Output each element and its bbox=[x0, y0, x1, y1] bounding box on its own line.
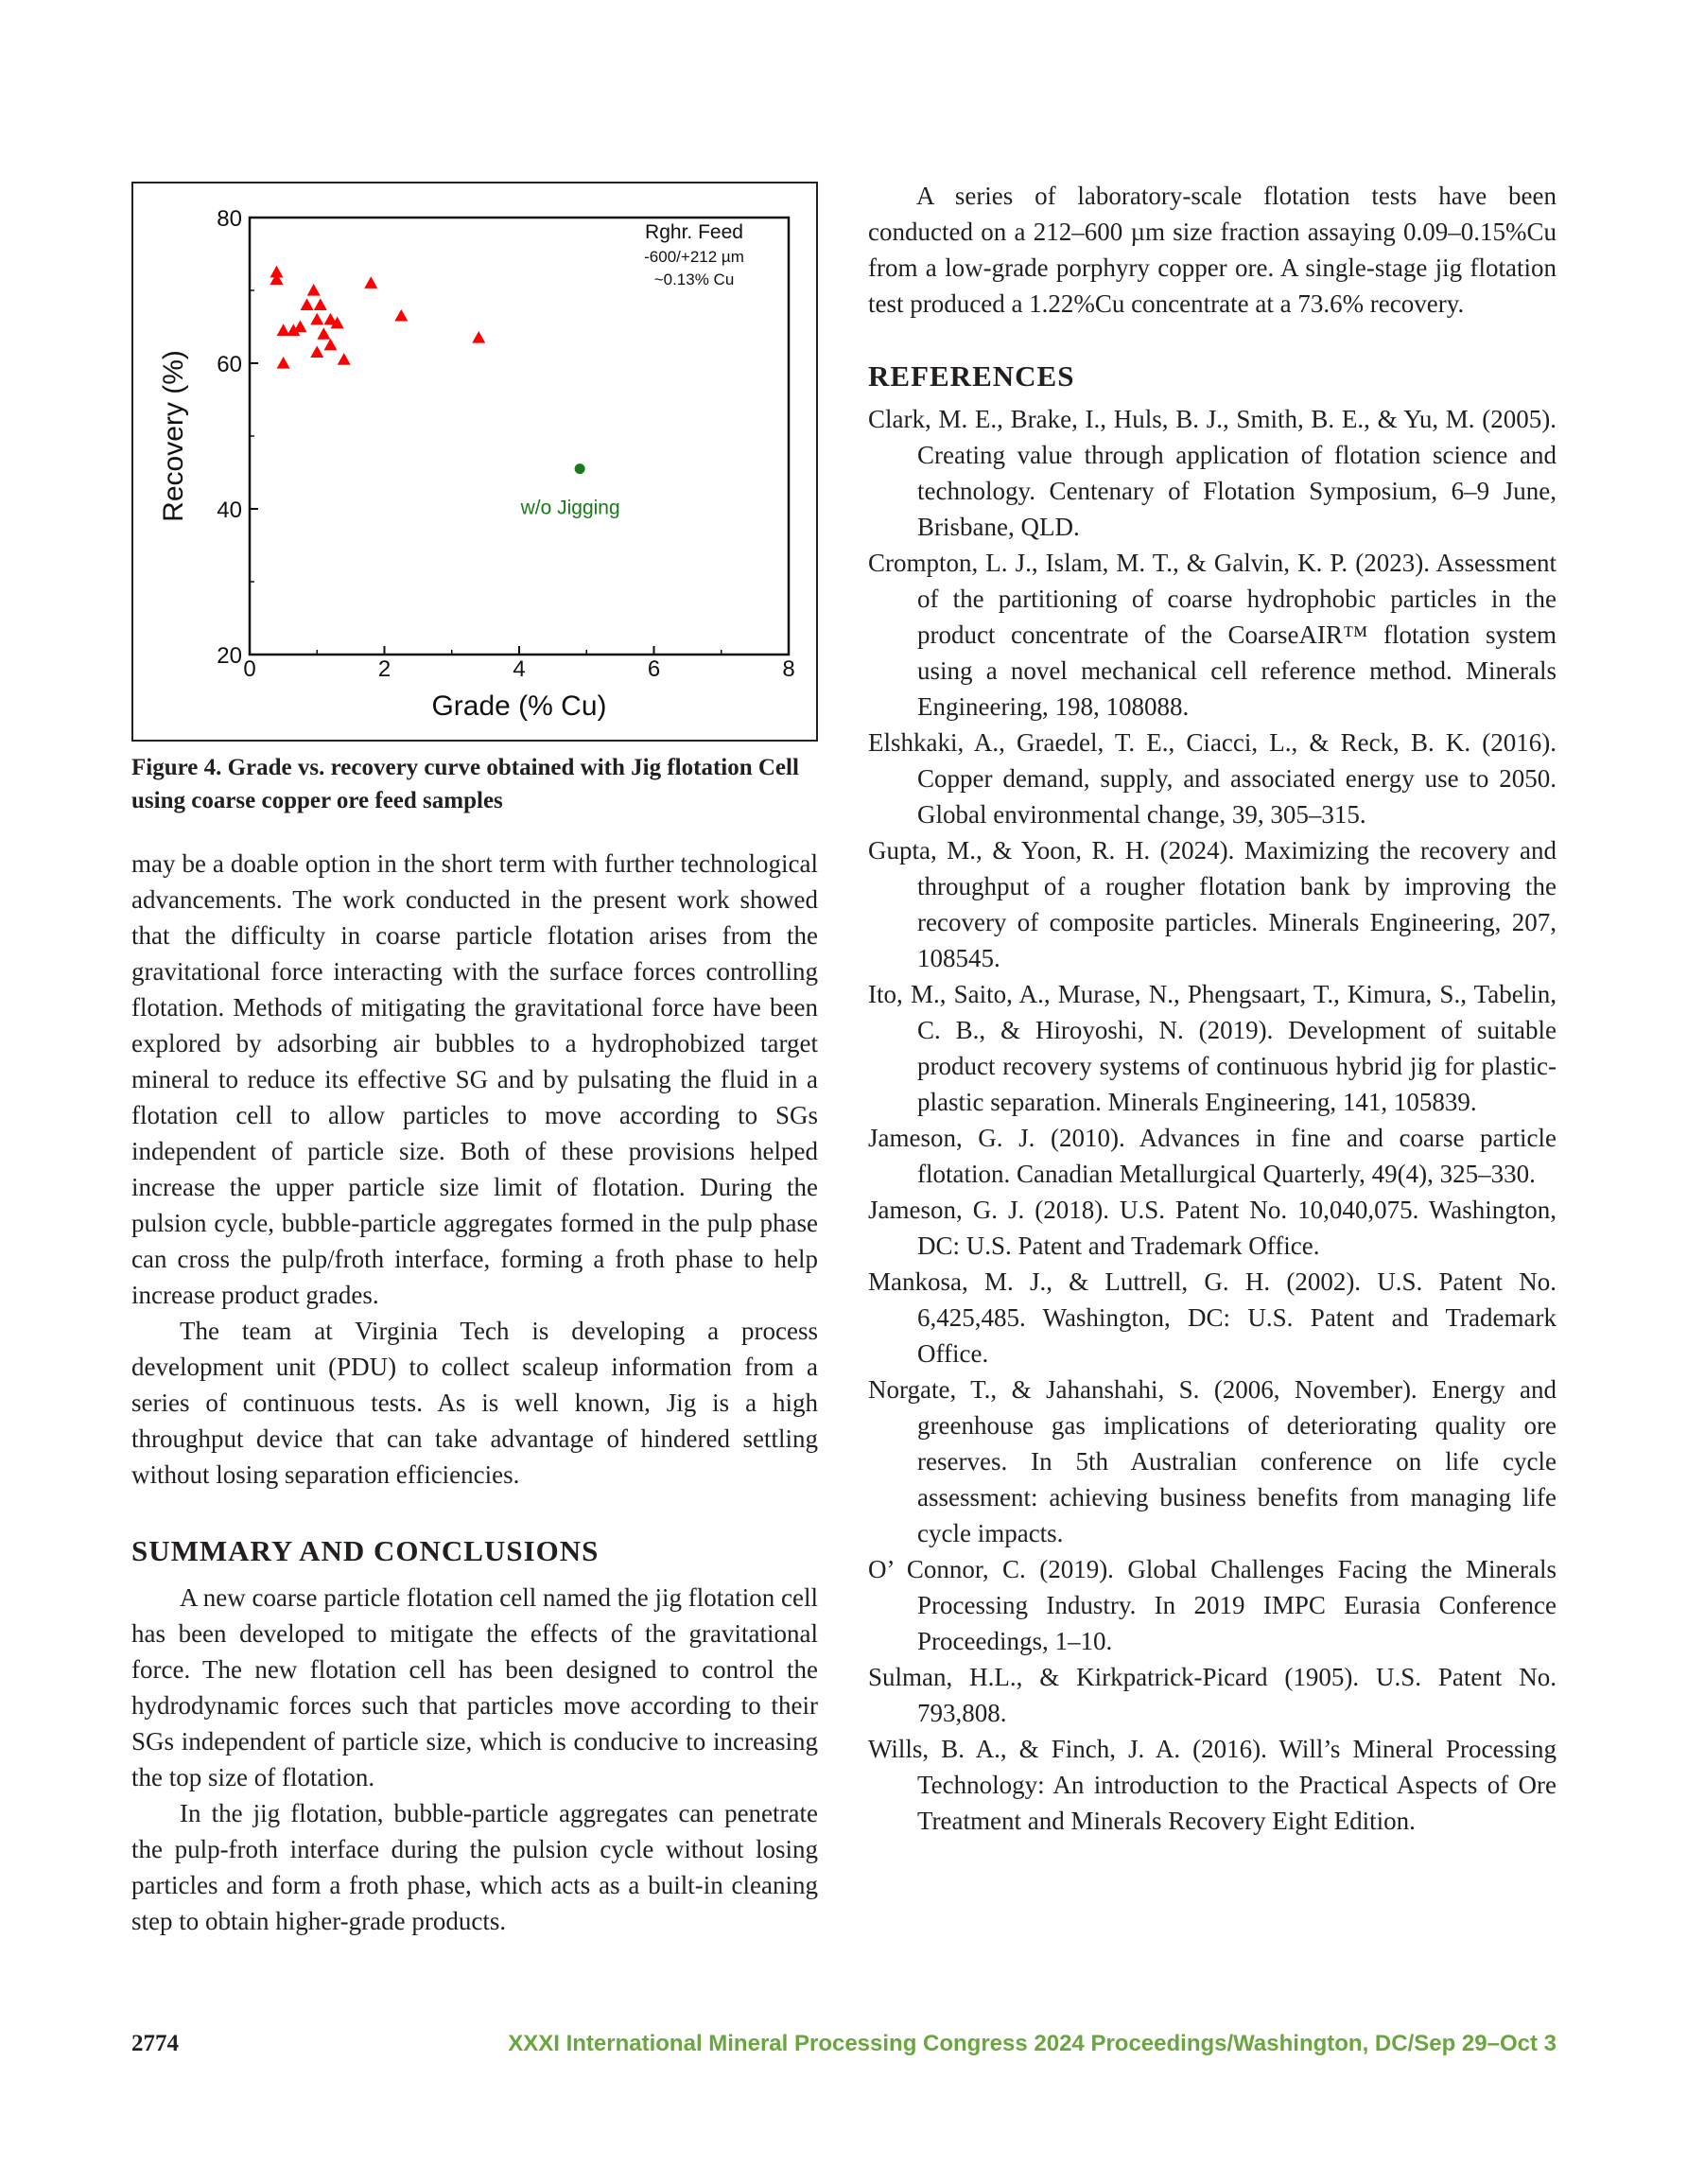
page-number: 2774 bbox=[131, 2031, 179, 2056]
data-point-triangle bbox=[310, 313, 323, 325]
reference-item: Jameson, G. J. (2018). U.S. Patent No. 10,040,075. Washington, DC: U.S. Patent and Trademark Office. bbox=[868, 1196, 1557, 1260]
reference-item: O’ Connor, C. (2019). Global Challenges Facing the Minerals Processing Industry. In 2019 IMPC Eurasia Conference Proceedings, 1–10. bbox=[868, 1555, 1557, 1655]
reference-item: Sulman, H.L., & Kirkpatrick-Picard (1905). U.S. Patent No. 793,808. bbox=[868, 1663, 1557, 1727]
left-column bbox=[131, 751, 818, 1939]
y-tick-label: 80 bbox=[217, 206, 242, 232]
scatter-plot bbox=[133, 183, 816, 740]
data-point-circle bbox=[575, 463, 585, 474]
legend-text: Rghr. Feed bbox=[645, 221, 743, 243]
figure-4-chart bbox=[131, 182, 818, 742]
data-point-triangle bbox=[307, 284, 321, 296]
section-heading: REFERENCES bbox=[868, 359, 1075, 393]
x-axis-label: Grade (% Cu) bbox=[431, 690, 607, 722]
reference-item: Jameson, G. J. (2010). Advances in fine and coarse particle flotation. Canadian Metallurgical Quarterly, 49(4), 325–330. bbox=[868, 1124, 1557, 1188]
data-point-triangle bbox=[314, 298, 327, 310]
reference-item: Norgate, T., & Jahanshahi, S. (2006, November). Energy and greenhouse gas implications of deteriorating quality ore reserves. In 5th Australian conference on life cycle assessment: achieving business benefits from managing life cycle impacts. bbox=[868, 1375, 1557, 1547]
data-point-triangle bbox=[277, 357, 290, 369]
x-tick-label: 2 bbox=[377, 656, 391, 682]
paragraph: may be a doable option in the short term with further technological advancements. The work conducted in the present work showed that the difficulty in coarse particle flotation arises from the gravitational force interacting with the surface forces controlling flotation. Methods of mitigating the gravitational force have been explored by adsorbing air bubbles to a hydrophobized target mineral to reduce its effective SG and by pulsating the fluid in a flotation cell to allow particles to move according to SGs independent of particle size. Both of these provisions helped increase the upper particle size limit of flotation. During the pulsion cycle, bubble-particle aggregates formed in the pulp phase can cross the pulp/froth interface, forming a froth phase to help increase product grades. bbox=[131, 849, 818, 1309]
reference-item: Mankosa, M. J., & Luttrell, G. H. (2002). U.S. Patent No. 6,425,485. Washington, DC: U.S. Patent and Trademark Office. bbox=[868, 1267, 1557, 1368]
legend-text: ~0.13% Cu bbox=[653, 271, 735, 288]
data-point-triangle bbox=[324, 339, 338, 351]
data-point-triangle bbox=[317, 327, 330, 340]
x-tick-label: 8 bbox=[782, 656, 795, 682]
data-point-triangle bbox=[293, 321, 306, 333]
y-axis-label: Recovery (%) bbox=[158, 350, 189, 522]
reference-item: Wills, B. A., & Finch, J. A. (2016). Will’s Mineral Processing Technology: An introduction to the Practical Aspects of Ore Treatment and Minerals Recovery Eight Edition. bbox=[868, 1735, 1557, 1835]
reference-item: Clark, M. E., Brake, I., Huls, B. J., Smith, B. E., & Yu, M. (2005). Creating value through application of flotation science and technology. Centenary of Flotation Symposium, 6–9 June, Brisbane, QLD. bbox=[868, 405, 1557, 541]
reference-item: Ito, M., Saito, A., Murase, N., Phengsaart, T., Kimura, S., Tabelin, C. B., & Hiroyoshi, N. (2019). Development of suitable product recovery systems of continuous hybrid jig for plastic-plastic separation. Minerals Engineering, 141, 105839. bbox=[868, 980, 1557, 1116]
y-tick-label: 20 bbox=[217, 643, 242, 669]
paragraph: The team at Virginia Tech is developing a process development unit (PDU) to collect scaleup information from a series of continuous tests. As is well known, Jig is a high throughput device that can take advantage of hindered settling without losing separation efficiencies. bbox=[131, 1317, 818, 1489]
paragraph: A new coarse particle flotation cell named the jig flotation cell has been developed to mitigate the effects of the gravitational force. The new flotation cell has been designed to control the hydrodynamic forces such that particles move according to their SGs independent of particle size, which is conducive to increasing the top size of flotation. bbox=[131, 1583, 818, 1791]
running-footer: XXXI International Mineral Processing Congress 2024 Proceedings/Washington, DC/Sep 29–Oct 3 bbox=[508, 2031, 1557, 2056]
reference-item: Gupta, M., & Yoon, R. H. (2024). Maximizing the recovery and throughput of a rougher flotation bank by improving the recovery of composite particles. Minerals Engineering, 207, 108545. bbox=[868, 836, 1557, 972]
annotation-label: w/o Jigging bbox=[520, 497, 620, 519]
data-point-triangle bbox=[364, 276, 377, 288]
right-column bbox=[868, 178, 1557, 1839]
data-point-triangle bbox=[472, 331, 485, 343]
data-point-triangle bbox=[394, 309, 408, 322]
reference-item: Crompton, L. J., Islam, M. T., & Galvin, K. P. (2023). Assessment of the partitioning of coarse hydrophobic particles in the product concentrate of the CoarseAIR™ flotation system using a novel mechanical cell reference method. Minerals Engineering, 198, 108088. bbox=[868, 549, 1557, 721]
x-tick-label: 0 bbox=[243, 656, 256, 682]
x-tick-label: 6 bbox=[647, 656, 661, 682]
y-tick-label: 40 bbox=[217, 498, 242, 523]
figure-caption: Figure 4. Grade vs. recovery curve obtained with Jig flotation Cell using coarse copper ore feed samples bbox=[131, 755, 799, 813]
legend-text: -600/+212 µm bbox=[644, 248, 744, 266]
data-point-triangle bbox=[301, 298, 314, 310]
reference-list bbox=[868, 401, 1557, 1839]
x-tick-label: 4 bbox=[513, 656, 526, 682]
reference-item: Elshkaki, A., Graedel, T. E., Ciacci, L., & Reck, B. K. (2016). Copper demand, supply, and associated energy use to 2050. Global environmental change, 39, 305–315. bbox=[868, 728, 1557, 829]
section-heading: SUMMARY AND CONCLUSIONS bbox=[131, 1534, 600, 1567]
data-point-triangle bbox=[338, 353, 351, 365]
paragraph: In the jig flotation, bubble-particle aggregates can penetrate the pulp-froth interface during the pulsion cycle without losing particles and form a froth phase, which acts as a built-in cleaning step to obtain higher-grade products. bbox=[131, 1799, 818, 1935]
data-point-triangle bbox=[310, 345, 323, 358]
y-tick-label: 60 bbox=[217, 352, 242, 377]
paragraph: A series of laboratory-scale flotation tests have been conducted on a 212–600 µm size fraction assaying 0.09–0.15%Cu from a low-grade porphyry copper ore. A single-stage jig flotation test produced a 1.22%Cu concentrate at a 73.6% recovery. bbox=[868, 182, 1557, 318]
